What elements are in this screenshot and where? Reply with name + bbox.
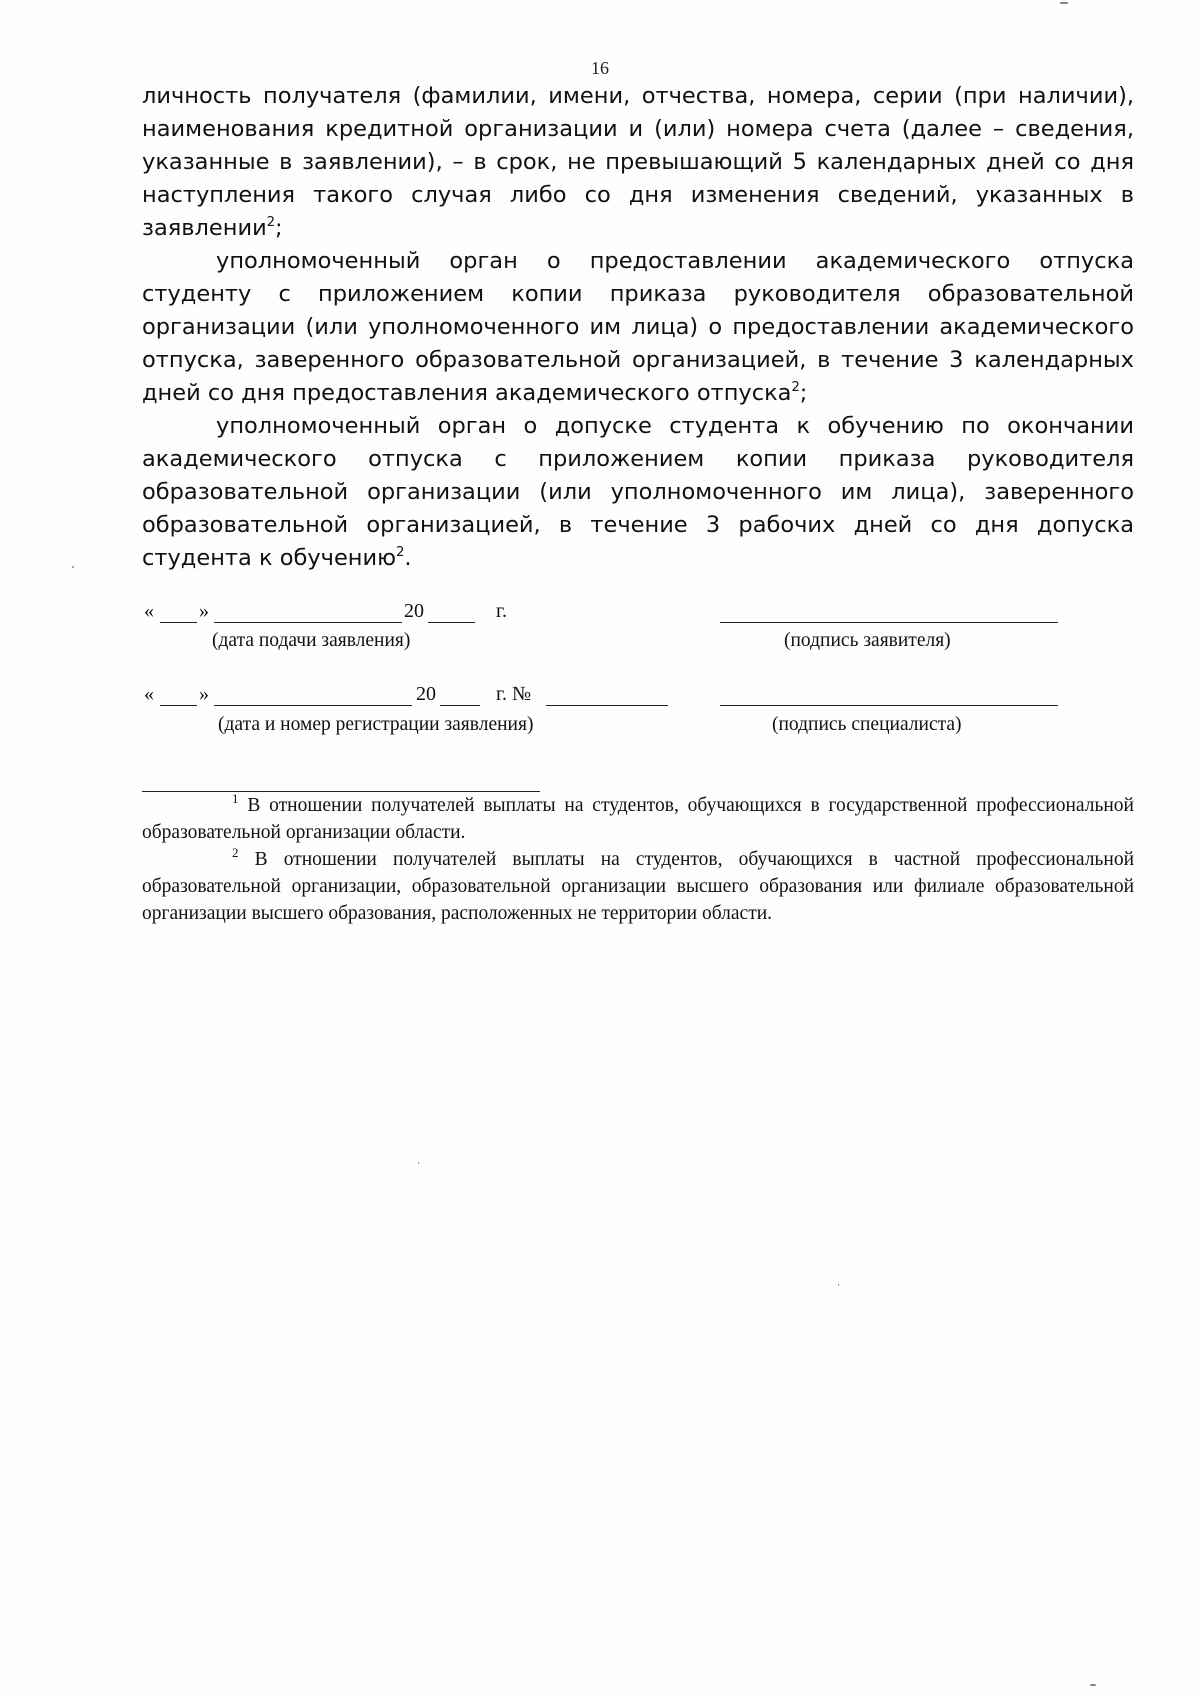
year-blank[interactable] (440, 705, 480, 706)
year-prefix: 20 (404, 600, 424, 622)
registration-number-blank[interactable] (546, 705, 668, 706)
scan-speck (1090, 1684, 1096, 1686)
close-quote: » (199, 600, 209, 622)
footnote-text: В отношении получателей выплаты на студентов, обучающихся в государственной профессиональной образовательной организации области. (142, 795, 1134, 843)
body-text (142, 80, 1134, 575)
paragraph-1 (142, 80, 1134, 245)
applicant-signature-caption: (подпись заявителя) (784, 630, 951, 651)
specialist-signature-line[interactable] (720, 705, 1058, 706)
scan-speck (418, 1162, 419, 1164)
paragraph-2-text: уполномоченный орган о предоставлении академического отпуска студенту с приложением копии приказа руководителя образовательной организации (или уполномоченного им лица) о предоставлении академического отпуска, заверенного образовательной организацией, в течение 3 календарных дней со дня предоставления академического отпуска (142, 248, 1134, 406)
scan-speck (1060, 2, 1068, 4)
paragraph-3 (142, 410, 1134, 575)
year-prefix: 20 (416, 683, 436, 705)
footnotes (142, 792, 1134, 927)
month-blank[interactable] (214, 622, 402, 623)
paragraph-1-text: личность получателя (фамилии, имени, отчества, номера, серии (при наличии), наименования кредитной организации и (или) номера счета (далее – сведения, указанные в заявлении), – в срок, не превышающий 5 календарных дней со дня наступления такого случая либо со дня изменения сведений, указанных в заявлении (142, 83, 1134, 241)
footnote-ref: 2 (791, 380, 800, 395)
footnote-ref: 2 (266, 215, 276, 230)
applicant-signature-line[interactable] (720, 622, 1058, 623)
footnote-ref: 2 (396, 545, 405, 560)
footnote-text: В отношении получателей выплаты на студентов, обучающихся в частной профессиональной образовательной организации, образовательной организации высшего образования или филиале образовательной организации высшего образования, расположенных не территории области. (142, 849, 1134, 924)
date-caption: (дата подачи заявления) (212, 630, 411, 651)
paragraph-3-text: уполномоченный орган о допуске студента к обучению по окончании академического отпуска с приложением копии приказа руководителя образовательной организации (или уполномоченного им лица), заверенного образовательной организацией, в течение 3 рабочих дней со дня допуска студента к обучению (142, 413, 1134, 571)
day-blank[interactable] (160, 705, 197, 706)
open-quote: « (144, 683, 154, 705)
page-number: 16 (591, 58, 609, 78)
footnote-1 (142, 792, 1134, 846)
year-suffix: г. № (496, 683, 532, 705)
scan-speck (838, 1284, 839, 1286)
footnote-marker: 2 (232, 845, 239, 860)
year-suffix: г. (496, 600, 507, 622)
paragraph-2 (142, 245, 1134, 410)
footnote-marker: 1 (232, 791, 239, 806)
paragraph-2-end: ; (799, 380, 808, 406)
registration-caption: (дата и номер регистрации заявления) (218, 714, 534, 735)
paragraph-1-end: ; (275, 215, 283, 241)
scan-speck (72, 566, 74, 568)
year-blank[interactable] (428, 622, 475, 623)
open-quote: « (144, 600, 154, 622)
footnote-2 (142, 846, 1134, 927)
month-blank[interactable] (214, 705, 412, 706)
paragraph-3-end: . (404, 545, 412, 571)
specialist-signature-caption: (подпись специалиста) (772, 714, 962, 735)
close-quote: » (199, 683, 209, 705)
day-blank[interactable] (160, 622, 197, 623)
